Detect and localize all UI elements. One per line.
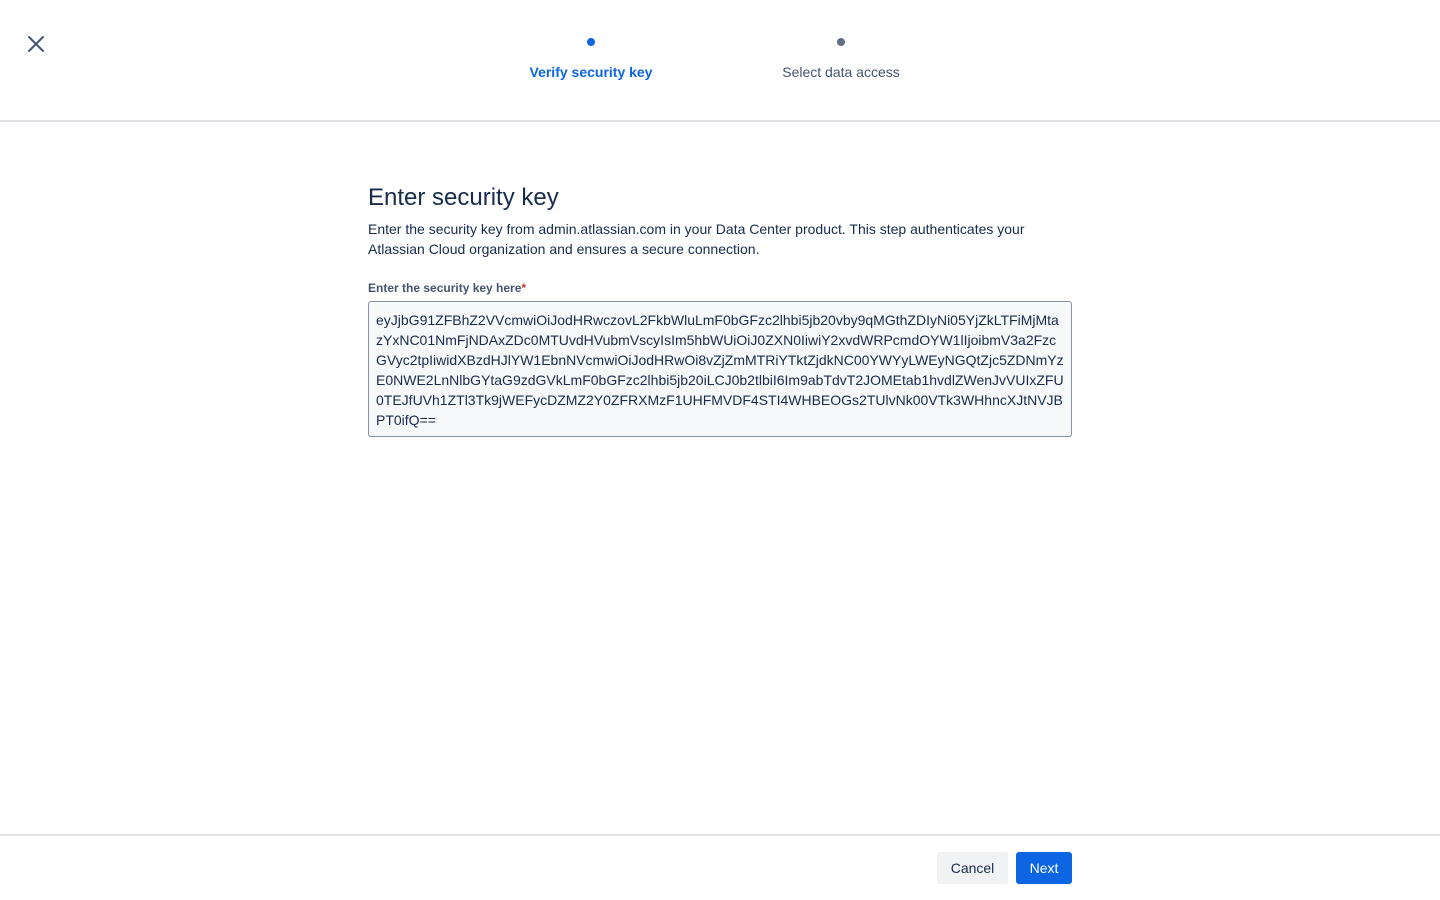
next-button[interactable]: Next xyxy=(1016,852,1072,884)
security-key-input[interactable]: eyJjbG91ZFBhZ2VVcmwiOiJodHRwczovL2FkbWluLmF0bGFzc2lhbi5jb20vby9qMGthZDIyNi05YjZkLTFiMjMtazYxNC01NmFjNDAxZDc0MTUvdHVubmVscyIsIm5hbWUiOiJ0ZXN0IiwiY2xvdWRPcmdOYW1lIjoibmV3a2FzcGVyc2tpIiwidXBzdHJlYW1EbnNVcmwiOiJodHRwOi8vZjZmMTRiYTktZjdkNC00YWYyLWEyNGQtZjc5ZDNmYzE0NWE2LnNlbGYtaG9zdGVkLmF0bGFzc2lhbi5jb20iLCJ0b2tlbiI6Im9abTdvT2JOMEtab1hvdlZWenJvVUIxZFU0TEJfUVh1ZTl3Tk9jWEFycDZMZ2Y0ZFRXMzF1UHFMVDF4STI4WHBEOGs2TUlvNk00VTk3WHhncXJtNVJBPT0ifQ== xyxy=(368,301,1072,437)
cancel-button[interactable]: Cancel xyxy=(937,852,1008,884)
page-title: Enter security key xyxy=(368,184,559,211)
wizard-footer xyxy=(0,834,1440,900)
close-button[interactable] xyxy=(24,32,48,56)
step-label: Select data access xyxy=(782,64,900,80)
main-content xyxy=(368,182,1072,437)
step-select-data-access xyxy=(741,38,941,80)
required-marker: * xyxy=(521,281,527,295)
step-inactive-dot-icon xyxy=(837,38,845,46)
page-description: Enter the security key from admin.atlassian.com in your Data Center product. This step authenticates your Atlassian Cloud organization and ensures a secure connection. xyxy=(368,221,1025,257)
step-label: Verify security key xyxy=(529,64,653,80)
step-active-dot-icon xyxy=(587,38,595,46)
close-icon xyxy=(24,32,48,56)
step-verify-security-key xyxy=(491,38,691,80)
security-key-label xyxy=(368,280,1072,296)
wizard-header xyxy=(0,0,1440,122)
security-key-label-text: Enter the security key here xyxy=(368,281,522,295)
